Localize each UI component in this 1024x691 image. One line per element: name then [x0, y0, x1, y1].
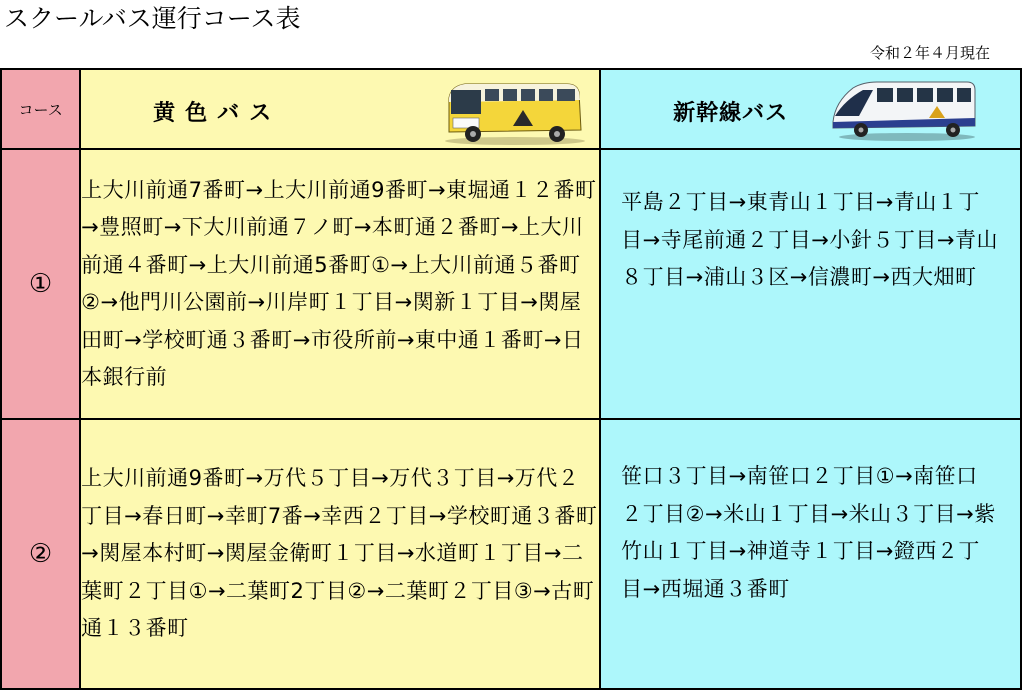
course-number: ② [1, 419, 80, 689]
course-row-2 [1, 419, 1021, 689]
shinkansen-style-bus-icon [829, 76, 979, 142]
shinkansen-bus-route: 平島２丁目→東青山１丁目→青山１丁目→寺尾前通２丁目→小針５丁目→青山８丁目→浦山３区→信濃町→西大畑町 [600, 149, 1021, 419]
course-header: コース [1, 69, 80, 149]
yellow-school-bus-icon [441, 76, 589, 146]
table-header-row [1, 69, 1021, 149]
course-row-1 [1, 149, 1021, 419]
route-table [0, 68, 1022, 690]
page-title: スクールバス運行コース表 [4, 4, 301, 33]
shinkansen-bus-label: 新幹線バス [673, 101, 789, 126]
yellow-bus-route: 上大川前通7番町→上大川前通9番町→東堀通１２番町→豊照町→下大川前通７ノ町→本町通２番町→上大川前通４番町→上大川前通5番町①→上大川前通５番町②→他門川公園前→川岸町１丁目→関新１丁目→関屋田町→学校町通３番町→市役所前→東中通１番町→日本銀行前 [80, 149, 600, 419]
date-note: 令和２年４月現在 [869, 44, 990, 62]
course-number: ① [1, 149, 80, 419]
yellow-bus-label: 黄色バス [153, 101, 282, 126]
yellow-bus-header [80, 69, 600, 149]
shinkansen-bus-header [600, 69, 1021, 149]
yellow-bus-route: 上大川前通9番町→万代５丁目→万代３丁目→万代２丁目→春日町→幸町7番→幸西２丁目→学校町通３番町→関屋本村町→関屋金衛町１丁目→水道町１丁目→二葉町２丁目①→二葉町2丁目②→二葉町２丁目③→古町通１３番町 [80, 419, 600, 689]
shinkansen-bus-route: 笹口３丁目→南笹口２丁目①→南笹口２丁目②→米山１丁目→米山３丁目→紫竹山１丁目→神道寺１丁目→鐙西２丁目→西堀通３番町 [600, 419, 1021, 689]
